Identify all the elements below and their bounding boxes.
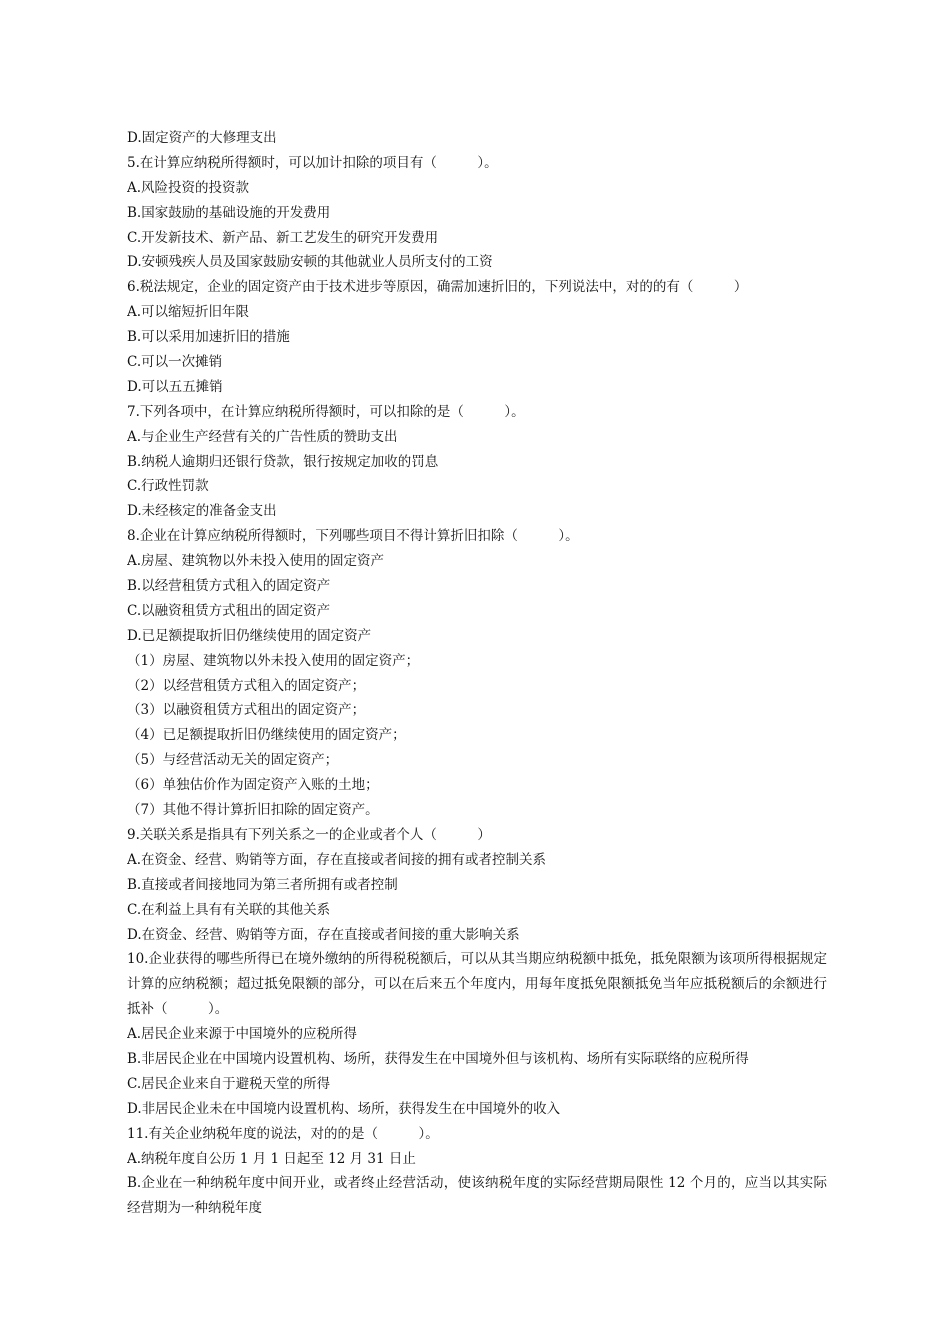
question-11: 11.有关企业纳税年度的说法，对的的是（ ）。 (127, 1125, 439, 1142)
option-line: C.以融资租赁方式租出的固定资产 (127, 602, 331, 619)
option-line: B.直接或者间接地同为第三者所拥有或者控制 (127, 876, 398, 893)
question-6: 6.税法规定，企业的固定资产由于技术进步等原因，确需加速折旧的，下列说法中，对的的有（ ） (127, 279, 748, 296)
option-line: B.非居民企业在中国境内设置机构、场所，获得发生在中国境外但与该机构、场所有实际联络的应税所得 (127, 1051, 749, 1067)
explanation-line: （7）其他不得计算折旧扣除的固定资产。 (127, 802, 379, 819)
option-line: C.在利益上具有有关联的其他关系 (127, 901, 331, 918)
question-10: 10.企业获得的哪些所得已在境外缴纳的所得税税额后，可以从其当期应纳税额中抵免，抵免限额为该项所得根据规定计算的应纳税额；超过抵免限额的部分，可以在后来五个年度内，用每年度抵免限额抵免当年应抵税额后的余额进行抵补（ ）。 (127, 951, 827, 1018)
document-page (127, 126, 827, 1221)
option-line: A.在资金、经营、购销等方面，存在直接或者间接的拥有或者控制关系 (127, 851, 547, 868)
explanation-line: （1）房屋、建筑物以外未投入使用的固定资产； (127, 652, 420, 669)
option-line: A.纳税年度自公历 1 月 1 日起至 12 月 31 日止 (127, 1150, 416, 1167)
explanation-line: （6）单独估价作为固定资产入账的土地； (127, 777, 379, 794)
explanation-line: （5）与经营活动无关的固定资产； (127, 752, 339, 769)
question-5: 5.在计算应纳税所得额时，可以加计扣除的项目有（ ）。 (127, 154, 498, 171)
option-line: A.可以缩短折旧年限 (127, 304, 250, 321)
question-7: 7.下列各项中，在计算应纳税所得额时，可以扣除的是（ ）。 (127, 403, 525, 420)
option-line: A.房屋、建筑物以外未投入使用的固定资产 (127, 553, 385, 570)
option-line: D.安顿残疾人员及国家鼓励安顿的其他就业人员所支付的工资 (127, 254, 493, 271)
text-line: D.固定资产的大修理支出 (127, 130, 277, 146)
explanation-line: （2）以经营租赁方式租入的固定资产； (127, 677, 366, 694)
option-line: C.可以一次摊销 (127, 354, 223, 371)
option-line: A.与企业生产经营有关的广告性质的赞助支出 (127, 428, 398, 445)
option-line: C.开发新技术、新产品、新工艺发生的研究开发费用 (127, 229, 439, 246)
option-line: A.风险投资的投资款 (127, 179, 250, 196)
explanation-line: （4）已足额提取折旧仍继续使用的固定资产； (127, 727, 406, 744)
option-line: C.行政性罚款 (127, 478, 209, 495)
option-line: D.非居民企业未在中国境内设置机构、场所，获得发生在中国境外的收入 (127, 1100, 561, 1117)
question-8: 8.企业在计算应纳税所得额时，下列哪些项目不得计算折旧扣除（ ）。 (127, 528, 579, 545)
option-line: B.可以采用加速折旧的措施 (127, 329, 290, 346)
option-line: A.居民企业来源于中国境外的应税所得 (127, 1026, 358, 1043)
option-line: D.在资金、经营、购销等方面，存在直接或者间接的重大影响关系 (127, 926, 520, 943)
question-9: 9.关联关系是指具有下列关系之一的企业或者个人（ ） (127, 826, 491, 843)
option-paragraph: B.企业在一种纳税年度中间开业，或者终止经营活动，使该纳税年度的实际经营期局限性 12 个月的，应当以其实际经营期为一种纳税年度 (127, 1175, 827, 1217)
option-line: D.已足额提取折旧仍继续使用的固定资产 (127, 627, 372, 644)
option-line: D.未经核定的准备金支出 (127, 503, 277, 520)
option-line: B.国家鼓励的基础设施的开发费用 (127, 204, 331, 221)
option-line: C.居民企业来自于避税天堂的所得 (127, 1075, 331, 1092)
option-line: B.纳税人逾期归还银行贷款，银行按规定加收的罚息 (127, 453, 439, 470)
option-line: B.以经营租赁方式租入的固定资产 (127, 578, 331, 595)
option-line: D.可以五五摊销 (127, 378, 223, 395)
explanation-line: （3）以融资租赁方式租出的固定资产； (127, 702, 366, 719)
